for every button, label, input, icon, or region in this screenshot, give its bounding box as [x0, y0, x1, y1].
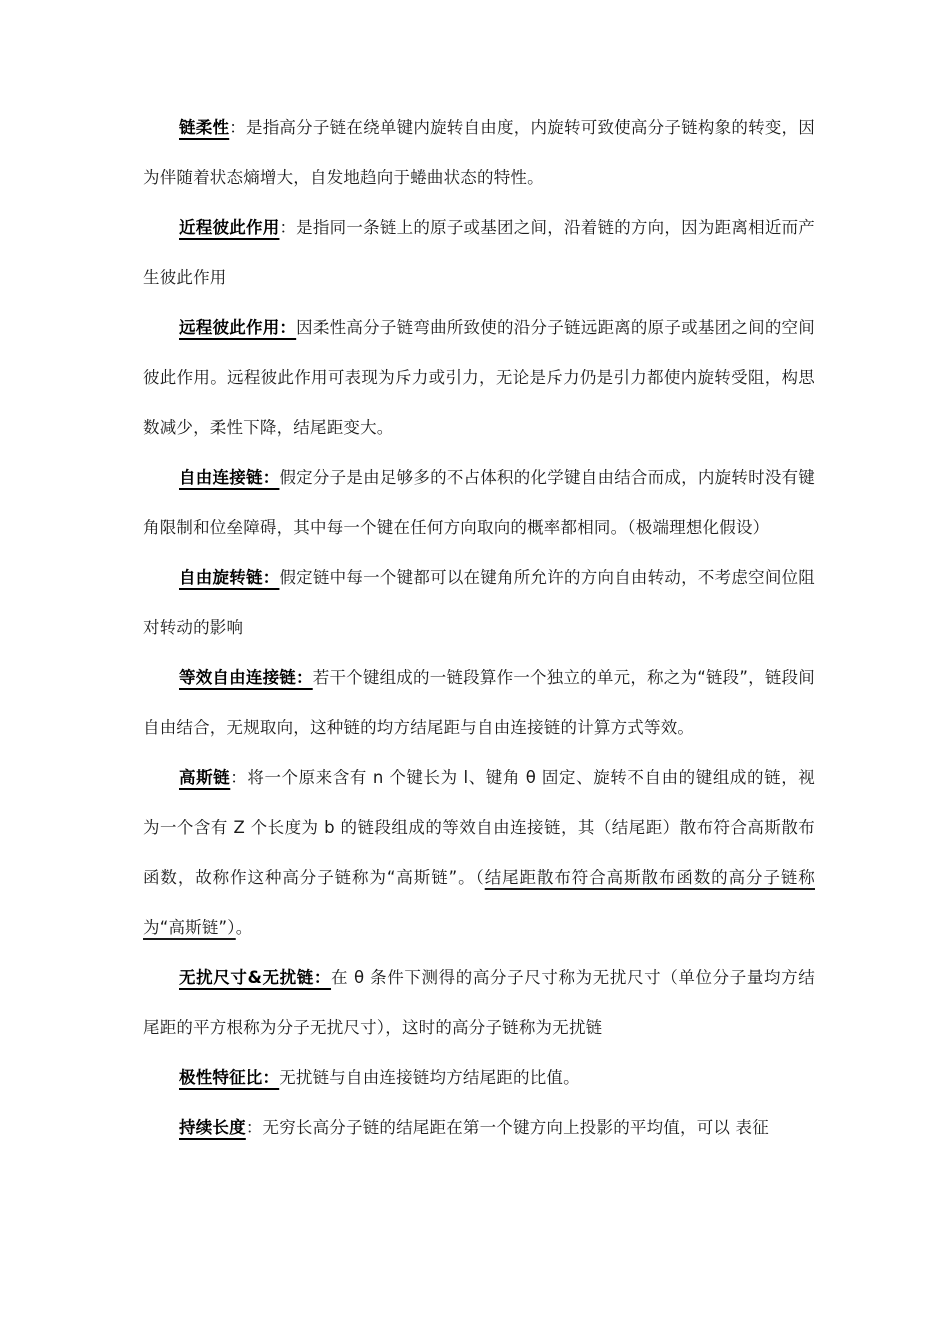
entry-freely-jointed-chain [143, 453, 815, 553]
term-heading: 远程彼此作用： [179, 318, 297, 337]
term-definition: ：将一个原来含有 n 个键长为 l、键角 θ 固定、旋转不自由的键组成的链，视为一个含有 Z 个长度为 b 的链段组成的等效自由连接链，其（结尾距）散布符合高斯散布函数，故称作这种高分子链称为“高斯链”。（ [143, 768, 815, 887]
term-heading: 持续长度 [179, 1118, 246, 1137]
term-definition: 假定分子是由足够多的不占体积的化学键自由结合而成，内旋转时没有键角限制和位垒障碍，其中每一个键在任何方向取向的概率都相同。（极端理想化假设） [143, 468, 816, 537]
term-definition: ：无穷长高分子链的结尾距在第一个键方向上投影的平均值，可以 表征 [245, 1118, 769, 1137]
entry-freely-rotating-chain [143, 553, 815, 653]
underlined-summary: 结尾距散布符合高斯散布函数的高分子链称为“高斯链”） [143, 868, 815, 937]
entry-short-range-interaction [143, 203, 815, 303]
term-heading: 链柔性 [179, 118, 230, 137]
term-heading: 近程彼此作用 [179, 218, 280, 237]
term-heading: 自由连接链： [179, 468, 280, 487]
term-heading: 等效自由连接链： [179, 668, 313, 687]
term-heading: 自由旋转链： [179, 568, 280, 587]
entry-gaussian-chain [143, 753, 815, 953]
term-definition: ：是指同一条链上的原子或基团之间，沿着链的方向，因为距离相近而产生彼此作用 [143, 218, 816, 287]
glossary-list [143, 103, 815, 1153]
entry-unperturbed-chain [143, 953, 815, 1053]
term-definition: 无扰链与自由连接链均方结尾距的比值。 [279, 1068, 580, 1087]
term-definition: 若干个键组成的一链段算作一个独立的单元，称之为“链段”，链段间自由结合，无规取向，这种链的均方结尾距与自由连接链的计算方式等效。 [143, 668, 815, 737]
term-definition: 在 θ 条件下测得的高分子尺寸称为无扰尺寸（单位分子量均方结尾距的平方根称为分子无扰尺寸），这时的高分子链称为无扰链 [143, 968, 815, 1037]
term-definition: 假定链中每一个键都可以在键角所允许的方向自由转动，不考虑空间位阻对转动的影响 [143, 568, 816, 637]
term-heading: 无扰尺寸&无扰链： [179, 968, 332, 987]
entry-persistence-length [143, 1103, 815, 1153]
term-definition: ：是指高分子链在绕单键内旋转自由度，内旋转可致使高分子链构象的转变，因为伴随着状态熵增大，自发地趋向于蜷曲状态的特性。 [143, 118, 815, 187]
term-heading: 极性特征比： [179, 1068, 280, 1087]
entry-long-range-interaction [143, 303, 815, 453]
entry-characteristic-ratio [143, 1053, 815, 1103]
term-definition-end: 。 [235, 918, 253, 937]
term-heading: 高斯链 [179, 768, 231, 787]
entry-equivalent-freely-jointed-chain [143, 653, 815, 753]
term-definition: 因柔性高分子链弯曲所致使的沿分子链远距离的原子或基团之间的空间彼此作用。远程彼此作用可表现为斥力或引力，无论是斥力仍是引力都使内旋转受阻，构思数减少，柔性下降，结尾距变大。 [143, 318, 815, 437]
entry-chain-flexibility [143, 103, 815, 203]
